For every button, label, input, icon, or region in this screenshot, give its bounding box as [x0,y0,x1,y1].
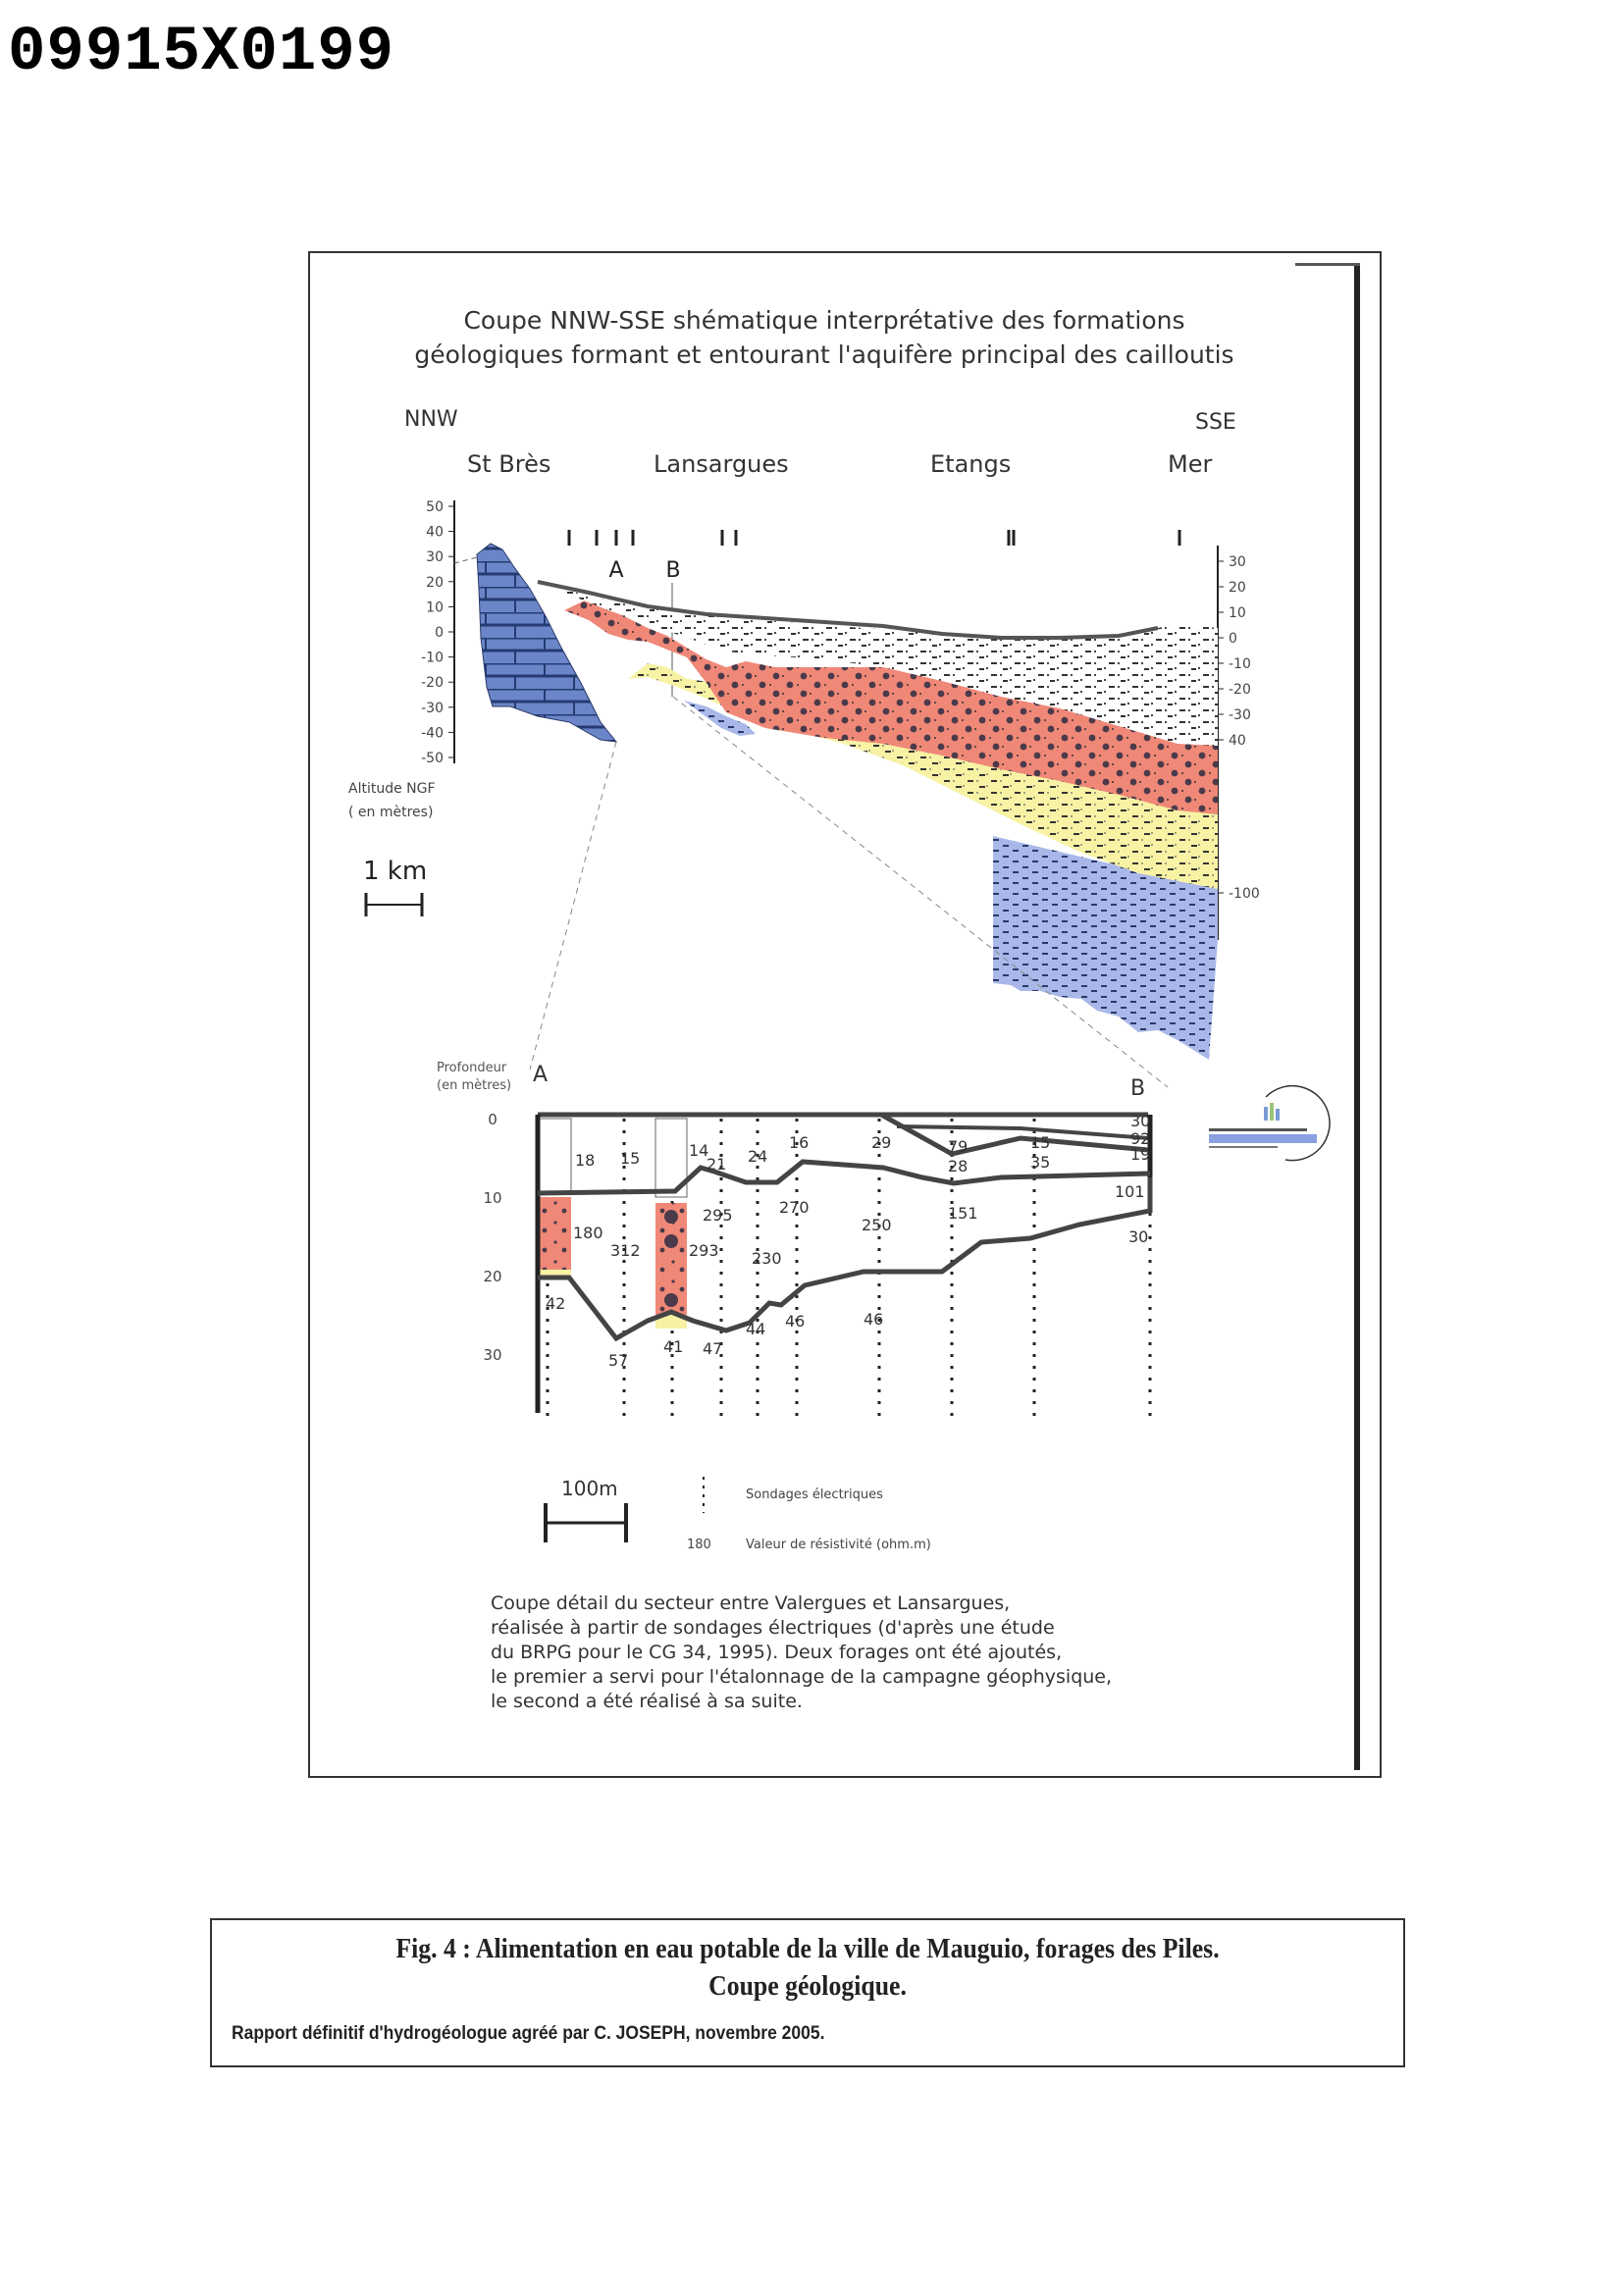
resistivity-bottom-value: 41 [663,1337,684,1356]
place-mer: Mer [1168,450,1213,478]
caption-title-line1: Fig. 4 : Alimentation en eau potable de la ville de Mauguio, forages des Piles. [395,1934,1220,1964]
resistivity-top-value: 35 [1030,1153,1051,1172]
resistivity-mid-value: 230 [752,1249,782,1268]
resistivity-top-value: 19 [1130,1145,1151,1164]
left-tick-label: 30 [426,549,444,566]
legend-resistivity-sample: 180 [687,1538,711,1552]
axis-label-line2: ( en mètres) [348,805,434,820]
resistivity-mid-value: 270 [779,1198,810,1217]
place-st-bres: St Brès [467,450,551,478]
diagram-title-line1: Coupe NNW-SSE shématique interprétative des formations [463,306,1185,335]
resistivity-top-value: 30 [1130,1112,1151,1130]
resistivity-bottom-value: 57 [608,1351,629,1370]
depth-tick-label: 0 [488,1111,497,1128]
note-line: du BRPG pour le CG 34, 1995). Deux forages ont été ajoutés, [491,1642,1063,1663]
resistivity-top-value: 21 [707,1155,727,1174]
depth-tick-label: 20 [483,1268,502,1285]
caption-source: Rapport définitif d'hydrogéologue agréé par C. JOSEPH, novembre 2005. [232,2023,825,2044]
point-b-label: B [665,558,681,583]
resistivity-top-value: 15 [1030,1133,1051,1152]
left-tick-label: -40 [421,725,444,742]
detail-note [491,1592,1112,1714]
detail-point-a: A [533,1063,549,1087]
depth-tick-label: 10 [483,1189,502,1207]
resistivity-mid-value: 180 [573,1224,603,1242]
right-tick-label: -10 [1229,656,1251,672]
resistivity-mid-value: 151 [948,1204,978,1223]
borehole-a-upper [540,1119,571,1192]
left-tick-label: -30 [421,700,444,716]
resistivity-bottom-value: 44 [746,1320,766,1338]
detail-point-b: B [1130,1076,1146,1101]
diagram-title-line2: géologiques formant et entourant l'aquifère principal des cailloutis [414,340,1234,369]
axis-label-line1: Altitude NGF [348,781,436,797]
point-a-label: A [608,558,624,583]
right-tick-label: -100 [1229,886,1260,902]
legend-resistivity-label: Valeur de résistivité (ohm.m) [746,1538,931,1552]
resistivity-mid-value: 30 [1128,1227,1149,1246]
borehole-markers [569,530,1179,546]
resistivity-bottom-value: 46 [785,1312,806,1331]
figure-caption-box [210,1918,1405,2067]
right-tick-label: 10 [1229,605,1246,621]
place-etangs: Etangs [930,450,1012,478]
scale-1km-label: 1 km [363,857,428,886]
right-tick-label: 20 [1229,580,1246,596]
right-tick-label: 30 [1229,554,1246,570]
resistivity-bottom-value: 42 [546,1294,566,1313]
depth-label-line2: (en mètres) [437,1078,512,1093]
left-tick-label: 10 [426,600,444,616]
resistivity-mid-value: 295 [703,1206,733,1225]
note-line: le premier a servi pour l'étalonnage de la campagne géophysique, [491,1666,1113,1688]
resistivity-top-value: 14 [689,1141,709,1160]
note-line: le second a été réalisé à sa suite. [491,1691,803,1712]
resistivity-bottom-value: 46 [864,1310,884,1329]
note-line: réalisée à partir de sondages électriques (d'après une étude [491,1617,1055,1639]
resistivity-top-value: 79 [948,1137,969,1156]
resistivity-top-value: 15 [620,1149,641,1168]
resistivity-top-value: 29 [871,1133,892,1152]
caption-title-line2: Coupe géologique. [708,1971,907,2002]
left-tick-label: -10 [421,650,444,666]
legend-scale-100m-label: 100m [561,1477,618,1500]
layer-limestone [477,544,616,742]
resistivity-bottom-value: 47 [703,1339,723,1358]
resistivity-top-value: 24 [748,1147,768,1166]
depth-label-line1: Profondeur [437,1061,507,1075]
left-tick-label: -20 [421,675,444,692]
left-tick-label: 0 [435,625,444,641]
note-line: Coupe détail du secteur entre Valergues et Lansargues, [491,1592,1011,1614]
resistivity-top-value: 18 [575,1151,596,1170]
projection-line-a [530,742,616,1070]
document-id: 09915X0199 [8,18,395,88]
resistivity-top-value: 92 [1130,1129,1151,1148]
resistivity-values [546,1112,1150,1370]
right-tick-label: 40 [1229,733,1246,749]
direction-sse: SSE [1195,410,1236,435]
left-axis-ticks [421,499,454,766]
resistivity-mid-value: 101 [1115,1182,1145,1201]
legend-scale-100m-bar [546,1503,626,1542]
left-tick-label: 20 [426,574,444,591]
place-lansargues: Lansargues [654,450,789,478]
institution-logo [1209,1086,1330,1161]
direction-nnw: NNW [404,407,458,432]
left-tick-label: 40 [426,524,444,541]
scale-1km-bar [366,893,422,916]
left-tick-label: 50 [426,499,444,515]
ground-dashed-left [454,557,477,563]
depth-tick-label: 30 [483,1346,502,1364]
right-tick-label: -30 [1229,707,1251,723]
legend-soundings-label: Sondages électriques [746,1487,883,1502]
left-tick-label: -50 [421,751,444,766]
resistivity-mid-value: 293 [689,1241,719,1260]
resistivity-mid-value: 250 [862,1216,892,1234]
borehole-a-gravel [540,1197,571,1271]
right-tick-label: 0 [1229,631,1237,647]
depth-axis-ticks [483,1111,501,1364]
resistivity-top-value: 16 [789,1133,810,1152]
resistivity-mid-value: 312 [610,1241,641,1260]
right-axis-ticks [1218,554,1260,902]
resistivity-top-value: 28 [948,1157,969,1175]
right-tick-label: -20 [1229,682,1251,698]
